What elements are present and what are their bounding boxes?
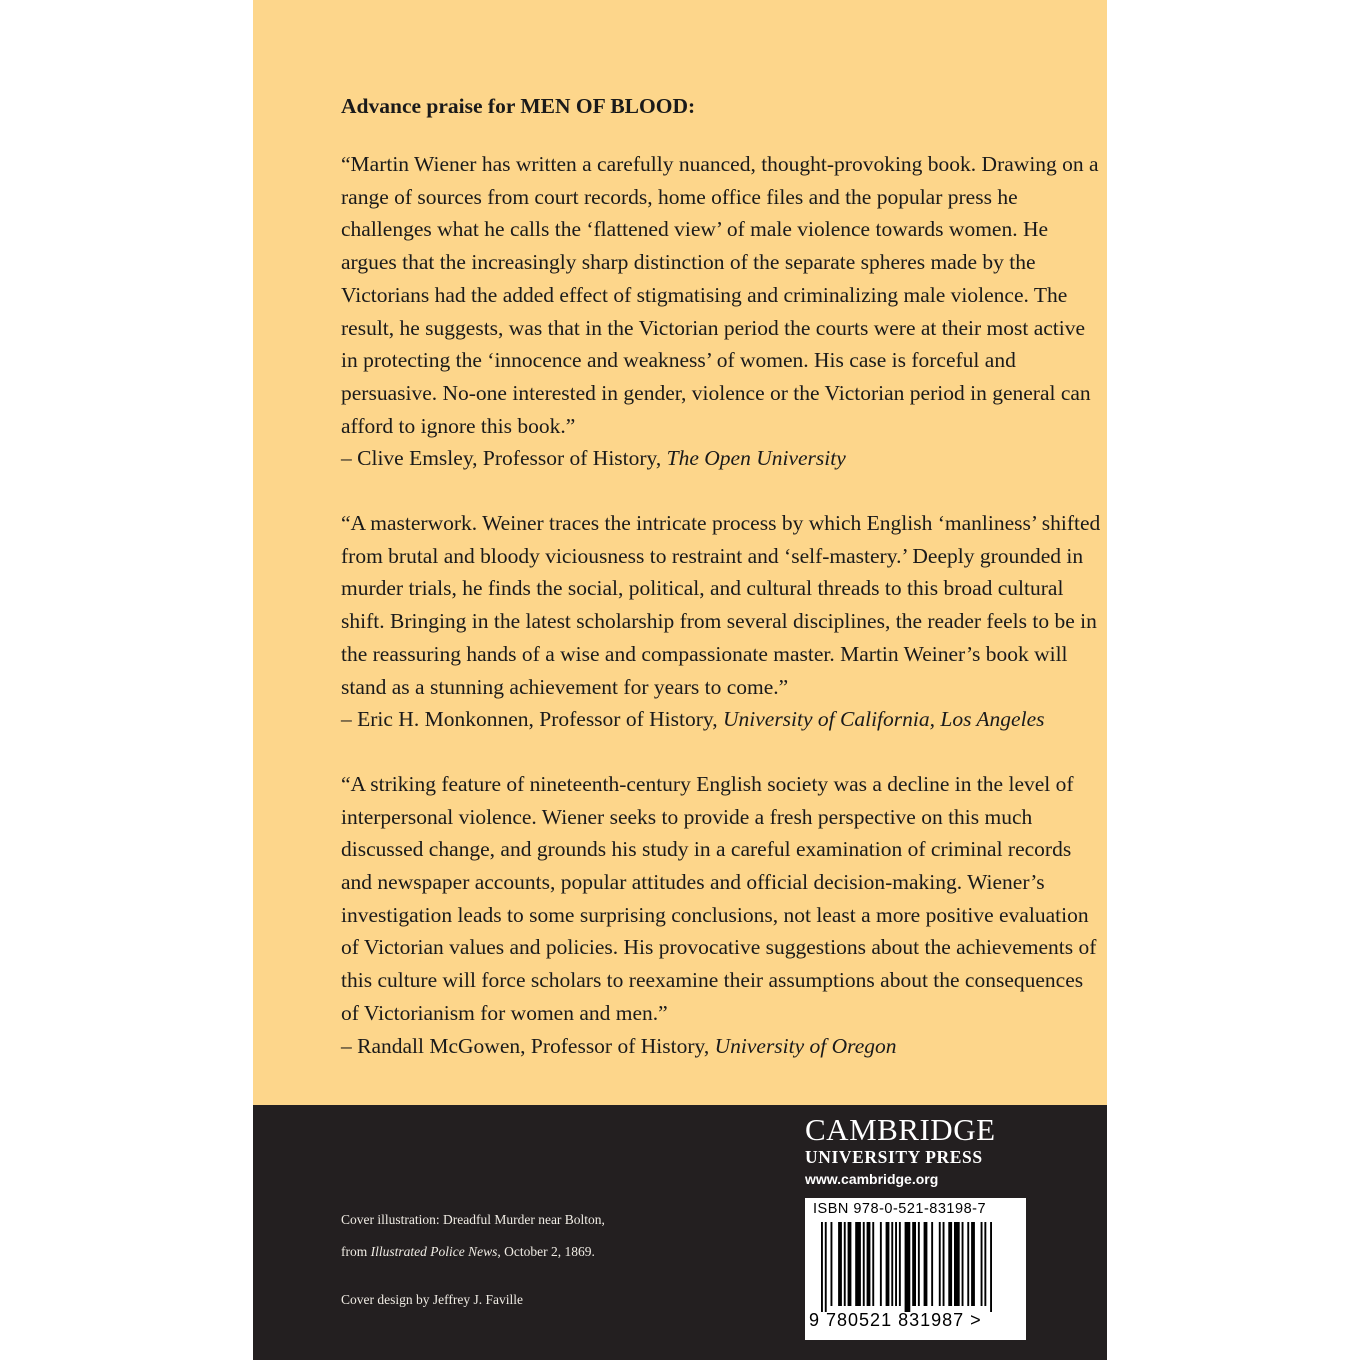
attribution-institution: University of California, Los Angeles xyxy=(722,707,1045,732)
barcode-bar xyxy=(844,1222,846,1306)
publisher-subtitle: UNIVERSITY PRESS xyxy=(805,1147,983,1167)
illustration-credit-line1: Cover illustration: Dreadful Murder near Bolton, xyxy=(341,1212,605,1227)
barcode-bars xyxy=(815,1222,1017,1312)
barcode-bar xyxy=(848,1222,852,1306)
barcode-bar xyxy=(895,1222,897,1306)
barcode-bar xyxy=(948,1222,952,1306)
publisher-website: www.cambridge.org xyxy=(805,1171,939,1187)
attribution-institution: University of Oregon xyxy=(714,1033,897,1058)
illustration-from: from xyxy=(341,1244,371,1259)
isbn-barcode xyxy=(805,1198,1026,1340)
design-credit: Cover design by Jeffrey J. Faville xyxy=(341,1292,523,1307)
publisher-band xyxy=(253,1105,1107,1360)
barcode-bar xyxy=(831,1222,833,1306)
attribution-name: – Clive Emsley, Professor of History, xyxy=(341,446,667,471)
quote-attribution xyxy=(341,442,1101,475)
barcode-bar xyxy=(954,1222,960,1306)
quote-text: “A striking feature of nineteenth-century English society was a decline in the level of interpersonal violence. Wiener seeks to provide a fresh perspective on this much discussed change, and grounds his study in a careful examination of criminal records and newspaper accounts, popular attitudes and official decision-making. Wiener’s investigation leads to some surprising conclusions, not least a more positive evaluation of Victorian values and policies. His provocative suggestions about the achievements of this culture will force scholars to reexamine their assumptions about the consequences of Victorianism for women and men.” xyxy=(341,771,1097,1025)
attribution-name: – Eric H. Monkonnen, Professor of History, xyxy=(341,707,723,732)
barcode-bar xyxy=(867,1222,871,1306)
barcode-bar xyxy=(863,1222,865,1306)
barcode-bar xyxy=(912,1222,916,1306)
barcode-bar xyxy=(905,1222,911,1312)
barcode-bar xyxy=(886,1222,890,1306)
praise-quote-1 xyxy=(341,148,1101,475)
barcode-bar xyxy=(872,1222,874,1306)
barcode-bar xyxy=(891,1222,893,1306)
barcode-bar xyxy=(821,1222,823,1312)
cover-credits xyxy=(341,1210,605,1310)
barcode-bar xyxy=(855,1222,861,1306)
publisher-logo xyxy=(805,1113,1027,1187)
barcode-bar xyxy=(967,1222,969,1306)
barcode-bar xyxy=(899,1222,901,1306)
quote-attribution xyxy=(341,703,1101,736)
barcode-bar xyxy=(838,1222,842,1306)
publisher-name: CAMBRIDGE xyxy=(805,1112,996,1147)
quote-attribution xyxy=(341,1030,1101,1063)
barcode-bar xyxy=(924,1222,928,1306)
quote-text: “Martin Wiener has written a carefully nuanced, thought-provoking book. Drawing on a range of sources from court records, home office files and the popular press he challenges what he calls the ‘flattened view’ of male violence towards women. He argues that the increasingly sharp distinction of the separate spheres made by the Victorians had the added effect of stigmatising and criminalizing male violence. The result, he suggests, was that in the Victorian period the courts were at their most active in protecting the ‘innocence and weakness’ of women. His case is forceful and persuasive. No-one interested in gender, violence or the Victorian period in general can afford to ignore this book.” xyxy=(341,152,1099,438)
barcode-bar xyxy=(990,1222,992,1312)
barcode-bar xyxy=(962,1222,964,1306)
praise-quote-2 xyxy=(341,507,1101,736)
barcode-bar xyxy=(984,1222,986,1306)
barcode-bar xyxy=(943,1222,945,1306)
barcode-bar xyxy=(918,1222,920,1306)
barcode-digits: 9 780521 831987 > xyxy=(809,1310,982,1330)
illustration-credit-line2 xyxy=(341,1242,605,1262)
isbn-label: ISBN 978-0-521-83198-7 xyxy=(813,1201,987,1217)
barcode-bar xyxy=(825,1222,827,1312)
barcode-bar xyxy=(931,1222,933,1306)
praise-heading: Advance praise for MEN OF BLOOD: xyxy=(341,94,696,118)
attribution-name: – Randall McGowen, Professor of History, xyxy=(341,1033,715,1058)
barcode-bar xyxy=(981,1222,983,1306)
barcode-bar xyxy=(971,1222,975,1306)
illustration-date: , October 2, 1869. xyxy=(497,1244,595,1259)
praise-quote-3 xyxy=(341,768,1101,1062)
quote-text: “A masterwork. Weiner traces the intricate process by which English ‘manliness’ shifted from brutal and bloody viciousness to restraint and ‘self-mastery.’ Deeply grounded in murder trials, he finds the social, political, and cultural threads to this broad cultural shift. Bringing in the latest scholarship from several disciplines, the reader feels to be in the reassuring hands of a wise and compassionate master. Martin Weiner’s book will stand as a stunning achievement for years to come.” xyxy=(341,511,1101,699)
book-back-cover xyxy=(253,0,1107,1360)
attribution-institution: The Open University xyxy=(666,446,846,471)
barcode-bar xyxy=(939,1222,941,1306)
praise-section xyxy=(341,86,1101,1094)
barcode-bar xyxy=(880,1222,882,1306)
illustration-source: Illustrated Police News xyxy=(370,1244,498,1259)
